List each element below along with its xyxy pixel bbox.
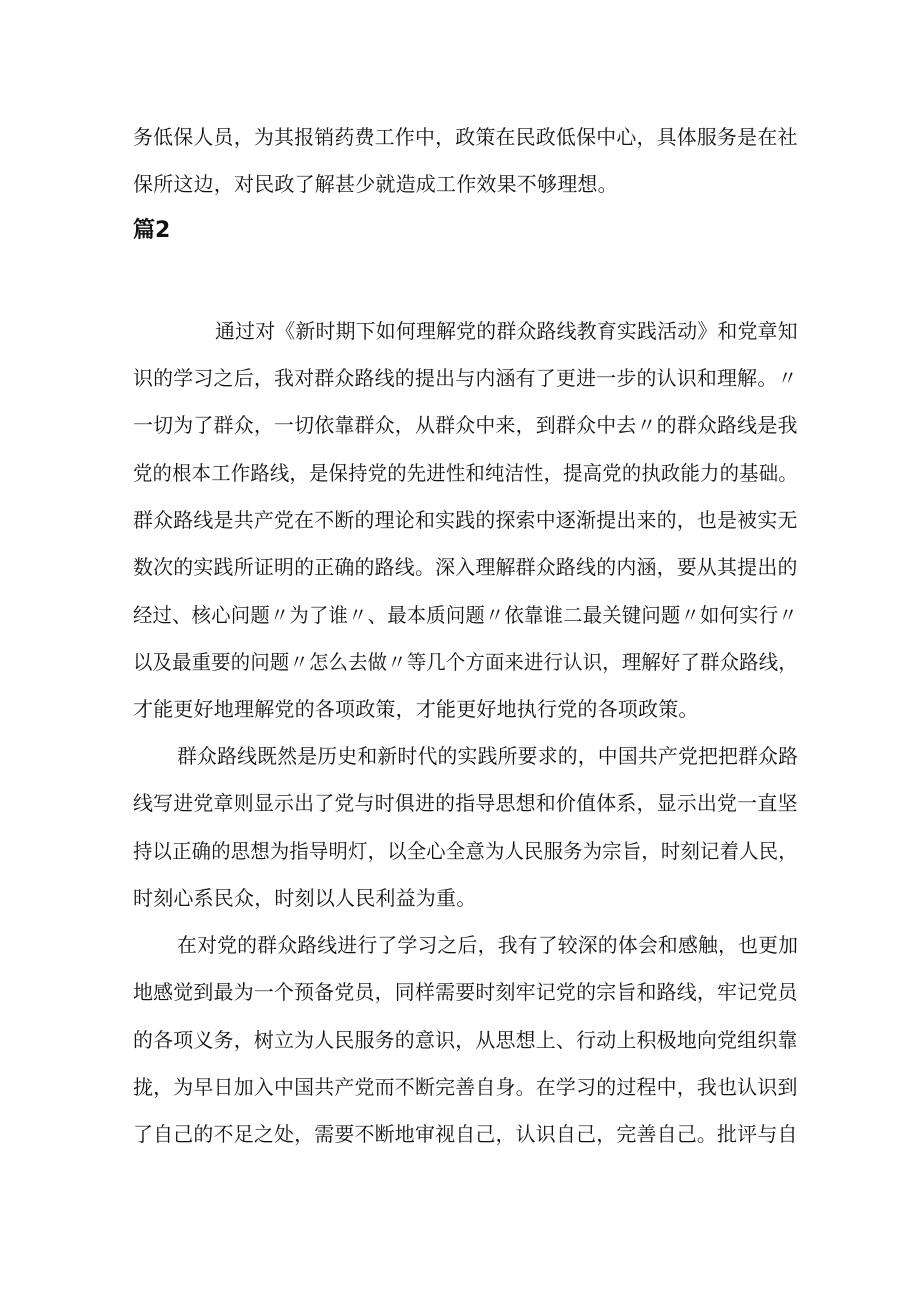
text-line: 经过、核心问题〃为了谁〃、最本质问题〃依靠谁二最关键问题〃如何实行〃 xyxy=(133,603,798,627)
text-line: 持以正确的思想为指导明灯，以全心全意为人民服务为宗旨，时刻记着人民， xyxy=(133,839,798,863)
text-line: 保所这边，对民政了解甚少就造成工作效果不够理想。 xyxy=(133,172,618,196)
text-line: 群众路线既然是历史和新时代的实践所要求的，中国共产党把把群众路 xyxy=(177,744,799,768)
text-line: 识的学习之后，我对群众路线的提出与内涵有了更进一步的认识和理解。〃 xyxy=(133,366,798,390)
text-line: 数次的实践所证明的正确的路线。深入理解群众路线的内涵，要从其提出的 xyxy=(133,555,798,579)
section-heading: 篇2 xyxy=(133,218,171,243)
text-line: 才能更好地理解党的各项政策，才能更好地执行党的各项政策。 xyxy=(133,697,699,721)
text-line: 时刻心系民众，时刻以人民利益为重。 xyxy=(133,886,477,910)
text-line: 务低保人员，为其报销药费工作中，政策在民政低保中心，具体服务是在社 xyxy=(133,125,798,149)
text-line: 以及最重要的问题〃怎么去做〃等几个方面来进行认识，理解好了群众路线， xyxy=(133,650,798,674)
text-line: 党的根本工作路线，是保持党的先进性和纯洁性，提高党的执政能力的基础。 xyxy=(133,461,798,485)
text-line: 线写进党章则显示出了党与时俱进的指导思想和价值体系，显示出党一直坚 xyxy=(133,791,798,815)
text-line: 地感觉到最为一个预备党员，同样需要时刻牢记党的宗旨和路线，牢记党员 xyxy=(133,980,798,1004)
text-line: 通过对《新时期下如何理解党的群众路线教育实践活动》和党章知 xyxy=(215,319,798,343)
text-line: 了自己的不足之处，需要不断地审视自己，认识自己，完善自己。批评与自 xyxy=(133,1122,798,1146)
text-line: 在对党的群众路线进行了学习之后，我有了较深的体会和感触，也更加 xyxy=(177,933,799,957)
text-line: 拢，为早日加入中国共产党而不断完善自身。在学习的过程中，我也认识到 xyxy=(133,1075,798,1099)
text-line: 群众路线是共产党在不断的理论和实践的探索中逐渐提出来的，也是被实无 xyxy=(133,508,798,532)
text-line: 一切为了群众，一切依靠群众，从群众中来，到群众中去〃的群众路线是我 xyxy=(133,413,798,437)
text-line: 的各项义务，树立为人民服务的意识，从思想上、行动上积极地向党组织靠 xyxy=(133,1028,798,1052)
